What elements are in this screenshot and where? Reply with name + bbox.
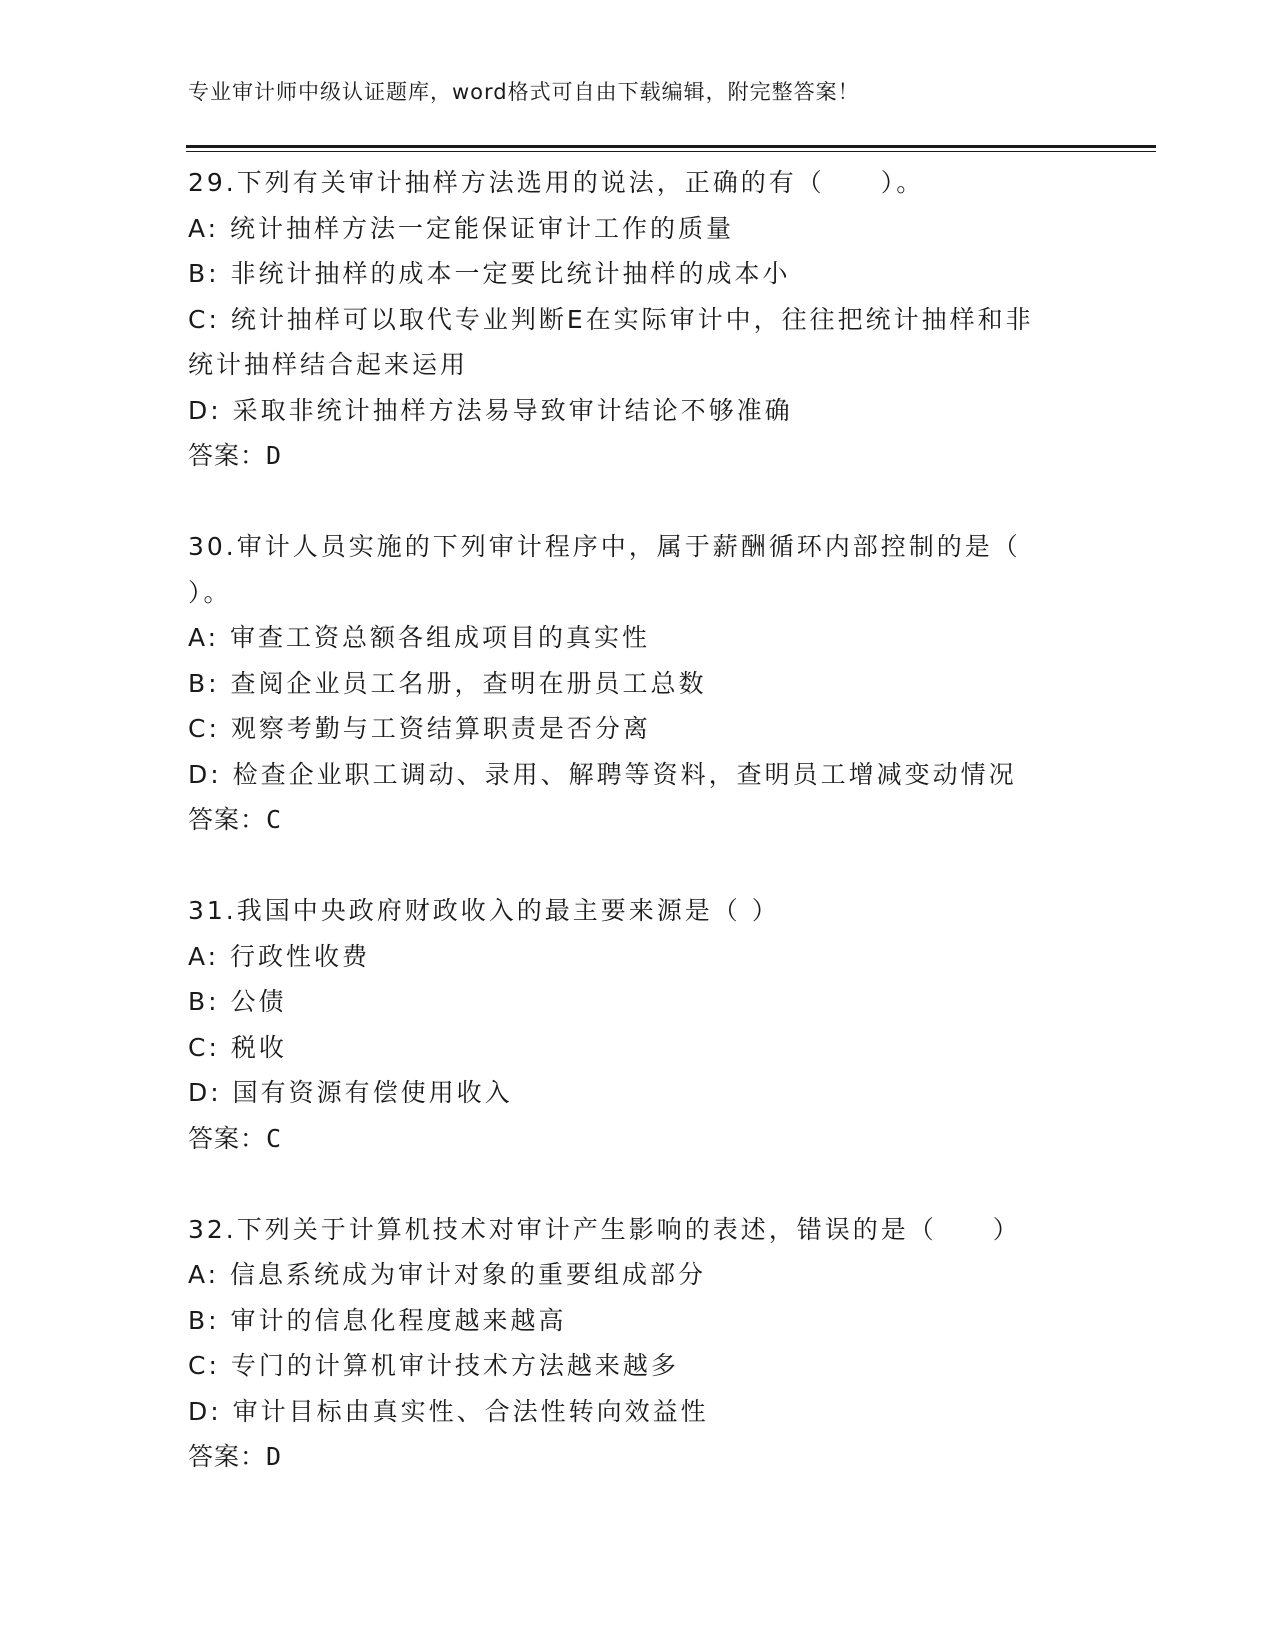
spacer bbox=[188, 479, 1108, 525]
question-stem: 30.审计人员实施的下列审计程序中，属于薪酬循环内部控制的是（ bbox=[188, 532, 1021, 561]
answer-line bbox=[188, 797, 1108, 843]
question-stem: 29.下列有关审计抽样方法选用的说法，正确的有（ ）。 bbox=[188, 168, 925, 197]
answer-label: 答案： bbox=[188, 1123, 267, 1153]
option-a: A: 信息系统成为审计对象的重要组成部分 bbox=[188, 1260, 707, 1289]
option-a: A: 审查工资总额各组成项目的真实性 bbox=[188, 623, 651, 652]
answer-label: 答案： bbox=[188, 1442, 267, 1471]
option-c-continued: 统计抽样结合起来运用 bbox=[188, 350, 469, 379]
header-rule-thick bbox=[186, 145, 1156, 148]
option-d: D: 采取非统计抽样方法易导致审计结论不够准确 bbox=[188, 395, 793, 425]
header-rule-thin bbox=[186, 151, 1156, 152]
option-a: A: 统计抽样方法一定能保证审计工作的质量 bbox=[188, 213, 735, 243]
answer-line bbox=[188, 433, 1108, 479]
option-c: C: 统计抽样可以取代专业判断E在实际审计中，往往把统计抽样和非 bbox=[188, 304, 1034, 334]
question-32 bbox=[188, 1207, 1108, 1480]
question-stem-continued: ）。 bbox=[188, 577, 232, 607]
answer-line bbox=[188, 1434, 1108, 1480]
question-list bbox=[188, 160, 1108, 1480]
question-29 bbox=[188, 160, 1108, 479]
option-a: A: 行政性收费 bbox=[188, 941, 371, 971]
option-d: D: 检查企业职工调动、录用、解聘等资料，查明员工增减变动情况 bbox=[188, 759, 1017, 789]
spacer bbox=[188, 1161, 1108, 1207]
option-b: B: 查阅企业员工名册，查明在册员工总数 bbox=[188, 668, 707, 698]
answer-value: D bbox=[266, 1442, 283, 1471]
answer-label: 答案： bbox=[188, 805, 267, 834]
option-b: B: 审计的信息化程度越来越高 bbox=[188, 1305, 567, 1335]
question-stem: 32.下列关于计算机技术对审计产生影响的表述，错误的是（ ） bbox=[188, 1214, 1021, 1244]
question-stem: 31.我国中央政府财政收入的最主要来源是（ ） bbox=[188, 896, 780, 925]
answer-value: D bbox=[266, 441, 283, 470]
spacer bbox=[188, 843, 1108, 889]
answer-line bbox=[188, 1116, 1108, 1162]
answer-value: C bbox=[266, 805, 283, 834]
option-d: D: 审计目标由真实性、合法性转向效益性 bbox=[188, 1396, 709, 1426]
option-d: D: 国有资源有偿使用收入 bbox=[188, 1078, 513, 1107]
question-31 bbox=[188, 888, 1108, 1161]
option-c: C: 税收 bbox=[188, 1032, 287, 1062]
option-c: C: 专门的计算机审计技术方法越来越多 bbox=[188, 1351, 679, 1380]
question-30 bbox=[188, 524, 1108, 843]
option-b: B: 公债 bbox=[188, 987, 287, 1016]
answer-value: C bbox=[266, 1123, 283, 1153]
option-b: B: 非统计抽样的成本一定要比统计抽样的成本小 bbox=[188, 259, 791, 288]
answer-label: 答案： bbox=[188, 441, 267, 470]
option-c: C: 观察考勤与工资结算职责是否分离 bbox=[188, 714, 651, 743]
page-header: 专业审计师中级认证题库，word格式可自由下载编辑，附完整答案！ bbox=[188, 80, 860, 104]
